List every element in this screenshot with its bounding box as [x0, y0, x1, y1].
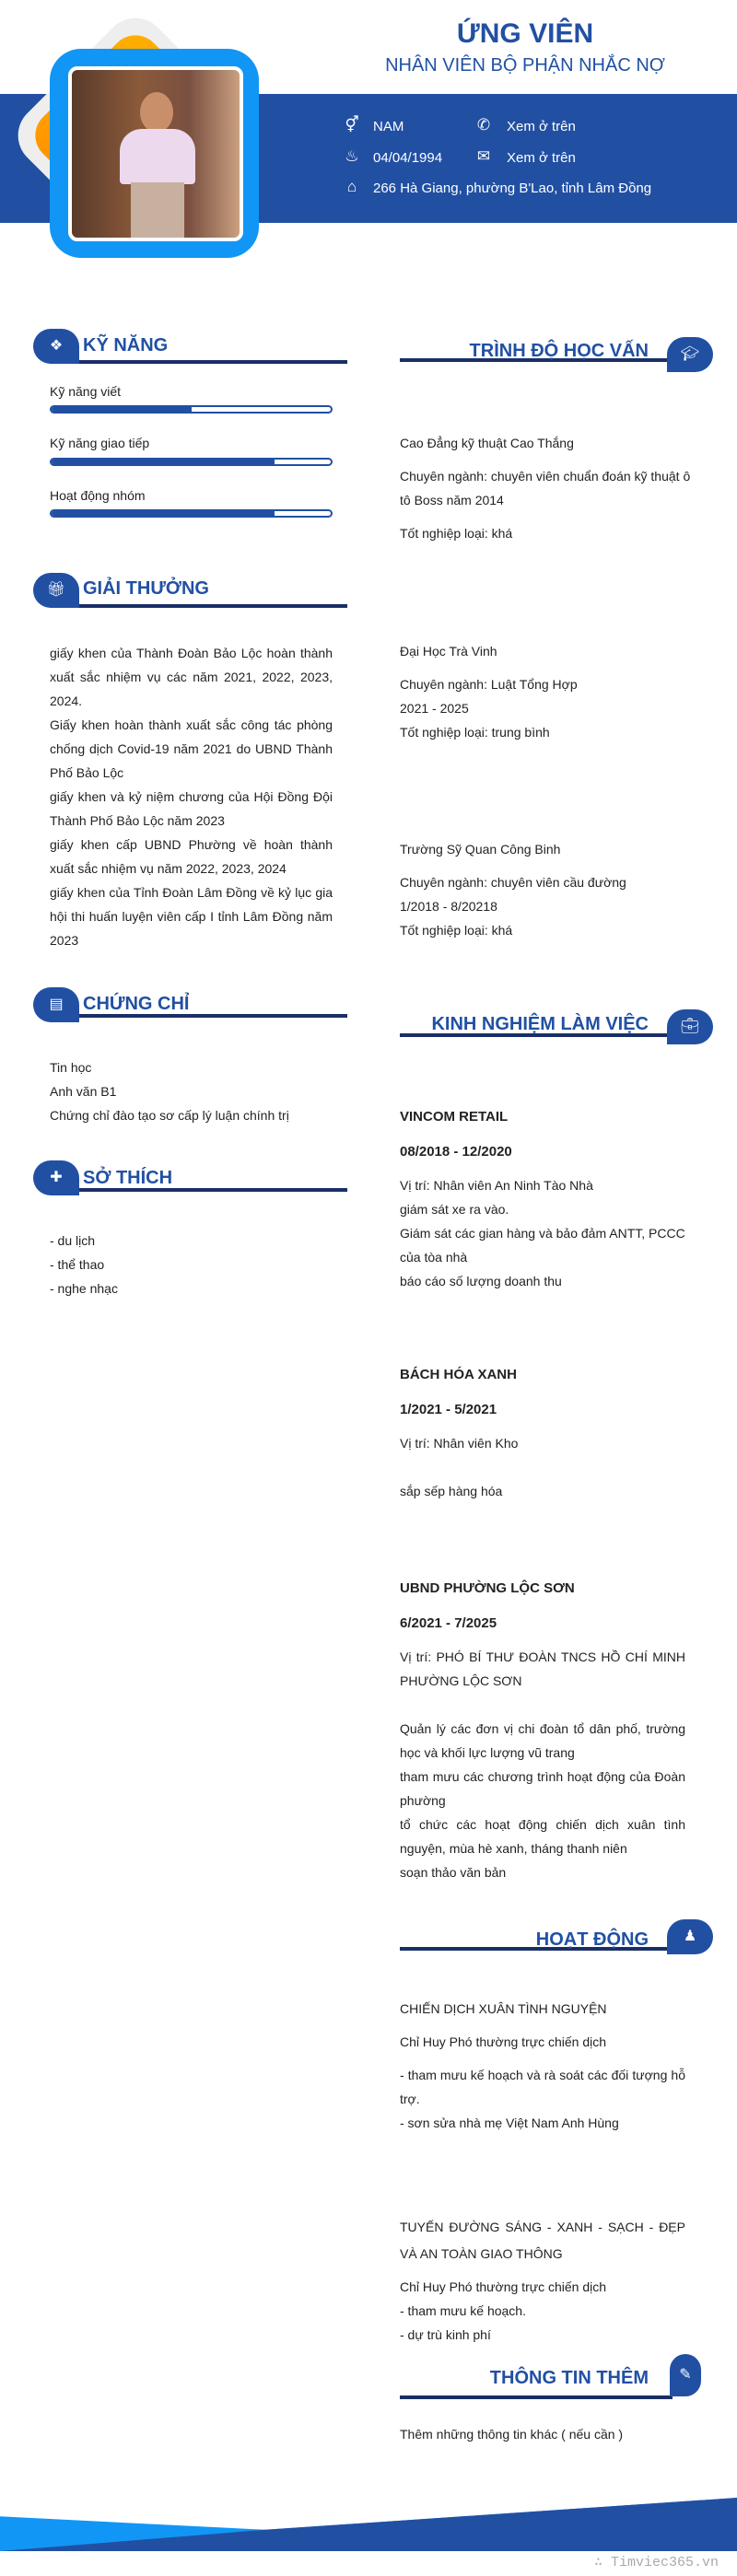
gender: NAM — [373, 119, 404, 134]
education-item — [400, 639, 695, 744]
activities-heading: HOẠT ĐỘNG — [535, 1929, 649, 1950]
gamepad-icon: ✚ — [33, 1160, 79, 1195]
grade: Tốt nghiệp loại: trung bình — [400, 725, 550, 740]
major: Chuyên ngành: chuyên viên chuẩn đoán kỹ thuật ô tô Boss năm 2014 — [400, 469, 691, 507]
experience-item — [400, 1363, 685, 1503]
email: Xem ở trên — [507, 150, 576, 166]
work-period: 6/2021 - 7/2025 — [400, 1615, 497, 1631]
activity-duty: - tham mưu kế hoạch. — [400, 2303, 526, 2318]
hobbies-list — [50, 1229, 118, 1300]
awards-heading: GIẢI THƯỞNG — [83, 578, 209, 599]
education-item — [400, 837, 695, 942]
school-name: Đại Học Trà Vinh — [400, 644, 497, 659]
certificate-item: Tin học — [50, 1060, 92, 1075]
divider — [79, 360, 347, 364]
avatar-photo — [68, 66, 243, 241]
skill-label: Kỹ năng viết — [50, 384, 122, 399]
duty: sắp sếp hàng hóa — [400, 1484, 503, 1498]
activity-duty: - sơn sửa nhà mẹ Việt Nam Anh Hùng — [400, 2116, 619, 2130]
study-period: 1/2018 - 8/20218 — [400, 899, 497, 914]
grade: Tốt nghiệp loại: khá — [400, 526, 513, 541]
award-item: giấy khen cấp UBND Phường về hoàn thành xuất sắc nhiệm vụ năm 2022, 2023, 2024 — [50, 837, 333, 876]
address: 266 Hà Giang, phường B'Lao, tỉnh Lâm Đồng — [373, 181, 652, 196]
id-card-icon: ▤ — [33, 987, 79, 1022]
skill-bar — [50, 405, 333, 414]
email-icon: ✉ — [476, 147, 491, 165]
duty: tham mưu các chương trình hoạt động của Đoàn phường — [400, 1769, 685, 1808]
person-icon: ♟ — [667, 1919, 713, 1954]
certificates-list — [50, 1055, 289, 1127]
activity-name: TUYẾN ĐƯỜNG SÁNG - XANH - SẠCH - ĐẸP VÀ AN TOÀN GIAO THÔNG — [400, 2220, 685, 2261]
briefcase-icon: 💼︎ — [667, 1009, 713, 1044]
awards-list — [50, 641, 333, 952]
activity-role: Chỉ Huy Phó thường trực chiến dịch — [400, 2279, 607, 2294]
skill-bar — [50, 458, 333, 466]
watermark: ∴ Timviec365.vn — [593, 2555, 719, 2570]
education-heading: TRÌNH ĐỘ HỌC VẤN — [469, 341, 649, 361]
major: Chuyên ngành: chuyên viên cầu đường — [400, 875, 626, 890]
gender-icon: ⚥ — [345, 116, 359, 134]
school-name: Trường Sỹ Quan Công Binh — [400, 842, 561, 857]
brush-icon: ✎ — [670, 2354, 701, 2396]
skill-label: Hoạt động nhóm — [50, 488, 146, 503]
skills-icon: ❖ — [33, 329, 79, 364]
birthday-cake-icon: ♨ — [345, 147, 359, 165]
duty: Giám sát các gian hàng và bảo đảm ANTT, PCCC của tòa nhà — [400, 1226, 685, 1265]
home-icon: ⌂ — [346, 178, 357, 195]
phone: Xem ở trên — [507, 119, 576, 134]
activity-duty: - tham mưu kế hoạch và rà soát các đối tượng hỗ trợ. — [400, 2068, 685, 2106]
additional-text: Thêm những thông tin khác ( nếu cần ) — [400, 2427, 624, 2442]
company-name: VINCOM RETAIL — [400, 1109, 509, 1125]
experience-item — [400, 1577, 685, 1884]
award-item: giấy khen của Thành Đoàn Bảo Lộc hoàn thành xuất sắc nhiệm vụ các năm 2021, 2022, 2023, 2024. — [50, 646, 333, 708]
certificate-item: Anh văn B1 — [50, 1084, 117, 1099]
hobby-item: - thể thao — [50, 1257, 105, 1272]
phone-icon: ✆ — [476, 116, 491, 134]
position: Vị trí: Nhân viên An Ninh Tào Nhà — [400, 1178, 593, 1193]
study-period: 2021 - 2025 — [400, 701, 469, 716]
divider — [400, 2395, 673, 2399]
experience-item — [400, 1105, 685, 1293]
company-name: UBND PHƯỜNG LỘC SƠN — [400, 1580, 575, 1596]
activity-name: CHIẾN DỊCH XUÂN TÌNH NGUYỆN — [400, 2001, 607, 2016]
activity-role: Chỉ Huy Phó thường trực chiến dịch — [400, 2034, 607, 2049]
grade: Tốt nghiệp loại: khá — [400, 923, 513, 938]
activity-item — [400, 1997, 685, 2135]
position: Vị trí: PHÓ BÍ THƯ ĐOÀN TNCS HỒ CHÍ MINH PHƯỜNG LỘC SƠN — [400, 1649, 685, 1688]
divider — [79, 1014, 347, 1018]
major: Chuyên ngành: Luật Tổng Hợp — [400, 677, 578, 692]
job-title: NHÂN VIÊN BỘ PHẬN NHẮC NỢ — [385, 55, 665, 76]
work-period: 08/2018 - 12/2020 — [400, 1144, 512, 1160]
skill-bar — [50, 509, 333, 518]
position: Vị trí: Nhân viên Kho — [400, 1436, 519, 1451]
hobbies-heading: SỞ THÍCH — [83, 1168, 173, 1188]
divider — [79, 1188, 347, 1192]
activity-duty: - dự trù kinh phí — [400, 2327, 491, 2342]
gift-icon: 🎁︎ — [33, 573, 79, 608]
skill-label: Kỹ năng giao tiếp — [50, 436, 150, 450]
certificate-item: Chứng chỉ đào tạo sơ cấp lý luận chính trị — [50, 1108, 289, 1123]
duty: tổ chức các hoạt động chiến dịch xuân tình nguyện, mùa hè xanh, tháng thanh niên — [400, 1817, 685, 1856]
candidate-name: ỨNG VIÊN — [456, 18, 594, 49]
hobby-item: - du lịch — [50, 1233, 96, 1248]
experience-heading: KINH NGHIỆM LÀM VIỆC — [431, 1014, 649, 1034]
company-name: BÁCH HÓA XANH — [400, 1367, 517, 1382]
award-item: Giấy khen hoàn thành xuất sắc công tác phòng chống dịch Covid-19 năm 2021 do UBND Thành Phố Bảo Lộc — [50, 717, 333, 780]
duty: báo cáo số lượng doanh thu — [400, 1274, 562, 1288]
hobby-item: - nghe nhạc — [50, 1281, 118, 1296]
certificates-heading: CHỨNG CHỈ — [83, 994, 190, 1014]
school-name: Cao Đẳng kỹ thuật Cao Thắng — [400, 436, 574, 450]
activity-item — [400, 2214, 685, 2347]
additional-heading: THÔNG TIN THÊM — [489, 2368, 649, 2388]
education-item — [400, 431, 695, 545]
divider — [79, 604, 347, 608]
skills-heading: KỸ NĂNG — [83, 335, 169, 356]
graduation-cap-icon: 🎓︎ — [667, 337, 713, 372]
work-period: 1/2021 - 5/2021 — [400, 1402, 497, 1417]
birthday: 04/04/1994 — [373, 150, 443, 166]
duty: giám sát xe ra vào. — [400, 1202, 509, 1217]
duty: Quản lý các đơn vị chi đoàn tổ dân phố, trường học và khối lực lượng vũ trang — [400, 1721, 685, 1760]
award-item: giấy khen của Tỉnh Đoàn Lâm Đồng về kỷ lục gia hội thi huấn luyện viên cấp I tỉnh Lâm Đồng năm 2023 — [50, 885, 333, 948]
award-item: giấy khen và kỷ niệm chương của Hội Đồng Đội Thành Phố Bảo Lộc năm 2023 — [50, 789, 333, 828]
duty: soạn thảo văn bản — [400, 1865, 507, 1880]
